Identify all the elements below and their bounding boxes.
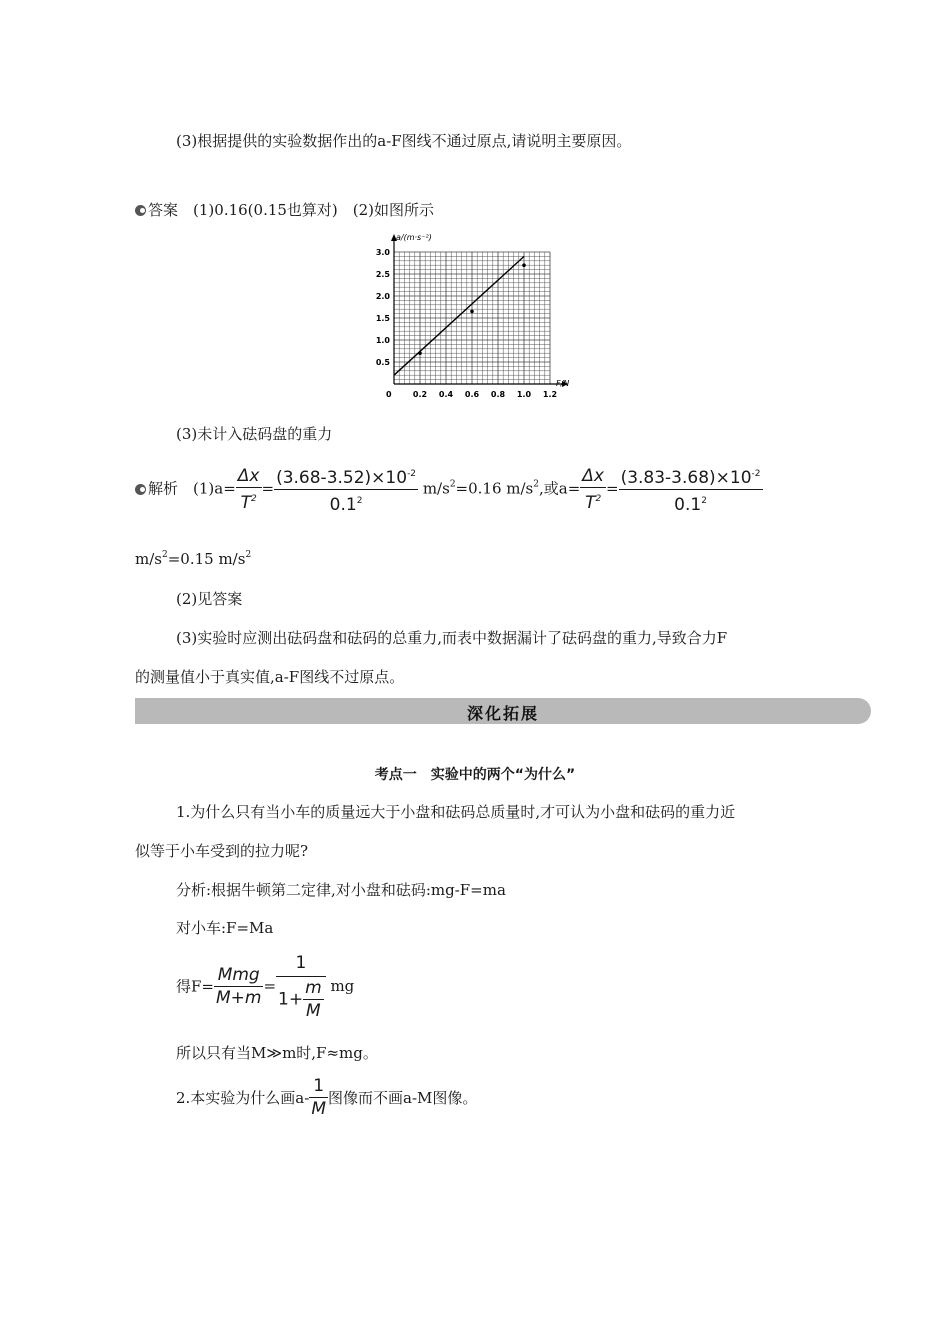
frac-M-den: M — [306, 1001, 321, 1021]
q1-formula: 得F= $\frac{\text{Mmg}}{M+m}$ = 1 1+ $\frac{m}{M}$ mg — [176, 950, 354, 1020]
frac-den-t2 — [236, 488, 262, 514]
answer-tag: 答案 — [148, 201, 179, 219]
frac-num-dx-b: Δx — [582, 466, 604, 486]
y-tick-label: 3.0 — [375, 248, 390, 257]
q2-suffix: 图像而不画a-M图像。 — [328, 1089, 478, 1107]
t-exp: 2 — [250, 494, 257, 504]
answer-part3: (3)未计入砝码盘的重力 — [176, 425, 333, 443]
analysis-part2: (2)见答案 — [176, 590, 243, 608]
frac-calc-1 — [274, 463, 418, 516]
chart-origin: 0 — [386, 390, 392, 399]
mg-text: mg — [330, 977, 355, 995]
analysis-line-1: 解析 (1)a= $\frac{\Delta x}{T^2}$ = $\frac{(3.68-3.52)\times 10^{-2}}{0.1^2}$ $m/s^2=0.16$ $m/s^2$,或a= $\frac{\Delta x}{T^2}$ = $\frac{(3.83-3.68)\times 10^{-2}}{0.1^2}$ — [135, 463, 763, 523]
frac-den-t2-b — [580, 488, 606, 514]
or-text: ,或a= — [539, 479, 581, 498]
x-tick-label: 0.4 — [438, 390, 454, 399]
frac-den-2 — [619, 490, 763, 516]
num2-text: (3.83-3.68)×10 — [620, 468, 752, 488]
frac-one-num: 1 — [276, 950, 326, 977]
frac-one-den — [276, 977, 326, 1022]
a-f-chart — [350, 228, 590, 403]
get-prefix: 得F= — [176, 977, 214, 996]
frac-dx-t2-b — [580, 465, 606, 514]
result-1: =0.16 m/s — [455, 479, 534, 498]
analysis-part3-b: 的测量值小于真实值,a-F图线不过原点。 — [135, 668, 405, 686]
section-title: 考点一 实验中的两个“为什么” — [374, 767, 576, 783]
analysis-tag: 解析 — [148, 479, 179, 498]
frac-m-over-M — [303, 977, 324, 1022]
analysis-p1-prefix: (1)a= — [193, 479, 236, 498]
den2-text: 0.1 — [674, 495, 702, 515]
chart-axes — [391, 234, 568, 387]
frac-num-2 — [619, 463, 763, 490]
q1-line-a: 1.为什么只有当小车的质量远大于小盘和砝码总质量时,才可认为小盘和砝码的重力近 — [176, 803, 736, 821]
frac-M-den-q2: M — [311, 1099, 326, 1119]
one-plus: 1+ — [278, 989, 304, 1010]
line2-unit-exp: 2 — [161, 550, 168, 560]
question-3: (3)根据提供的实验数据作出的a-F图线不通过原点,请说明主要原因。 — [176, 132, 632, 150]
x-tick-label: 1.2 — [542, 390, 558, 399]
den1-text: 0.1 — [329, 495, 357, 515]
x-tick-label: 0.2 — [412, 390, 428, 399]
data-point — [522, 263, 526, 267]
frac-m-num: m — [305, 978, 322, 998]
y-tick-label: 0.5 — [375, 358, 390, 367]
frac-den-1 — [274, 490, 418, 516]
q1-analysis: 分析:根据牛顿第二定律,对小盘和砝码:mg-F=ma — [176, 881, 506, 899]
answer-text: (1)0.16(0.15也算对) (2)如图所示 — [193, 201, 435, 219]
y-tick-label: 1.0 — [375, 336, 390, 345]
frac-one-over — [276, 950, 326, 1022]
line2-result-exp: 2 — [245, 550, 252, 560]
x-tick-label: 0.6 — [464, 390, 480, 399]
num1-exp: -2 — [407, 469, 417, 479]
chart-xlabel: F/N — [556, 379, 570, 388]
line2-result: =0.15 m/s — [167, 550, 246, 568]
analysis-tag-icon — [135, 484, 146, 495]
q1-car: 对小车:F=Ma — [176, 919, 274, 937]
section-banner — [135, 698, 871, 724]
frac-calc-2 — [619, 463, 763, 516]
num2-exp: -2 — [751, 469, 761, 479]
analysis-line-2 — [135, 550, 251, 568]
answer-tag-icon — [135, 205, 146, 216]
analysis-part3-a: (3)实验时应测出砝码盘和砝码的总重力,而表中数据漏计了砝码盘的重力,导致合力F — [176, 629, 728, 647]
frac-1-over-M — [309, 1075, 328, 1120]
frac-mmg — [214, 964, 263, 1009]
q1-line-b: 似等于小车受到的拉力呢? — [135, 842, 309, 860]
line2-unit: m/s — [135, 550, 162, 568]
frac-1-num: 1 — [309, 1075, 328, 1098]
data-point — [470, 310, 474, 314]
unit-1-exp: 2 — [449, 479, 456, 490]
frac-mmg-den: M+m — [215, 987, 262, 1008]
chart-ticks — [376, 248, 557, 399]
x-tick-label: 0.8 — [490, 390, 506, 399]
chart-ylabel: a/(m·s⁻²) — [396, 233, 432, 242]
answer-line — [135, 199, 434, 220]
num1-text: (3.68-3.52)×10 — [276, 468, 408, 488]
t-symbol-b: T — [585, 493, 596, 513]
data-point — [418, 351, 422, 355]
chart-grid — [394, 252, 550, 384]
y-tick-label: 2.0 — [375, 292, 390, 301]
q2-prefix: 2.本实验为什么画a- — [176, 1089, 310, 1107]
frac-num-1 — [274, 463, 418, 490]
y-tick-label: 1.5 — [375, 314, 390, 323]
den1-exp: 2 — [356, 496, 363, 506]
banner-title: 深化拓展 — [466, 704, 539, 723]
q2-line — [176, 1075, 477, 1125]
t-symbol: T — [240, 493, 251, 513]
frac-mmg-num: Mmg — [214, 964, 263, 987]
q1-conclusion: 所以只有当M≫m时,F≈mg。 — [176, 1044, 378, 1062]
x-tick-label: 1.0 — [516, 390, 532, 399]
frac-num-dx: Δx — [237, 466, 260, 486]
result-1-exp: 2 — [533, 479, 539, 490]
unit-1: m/s — [422, 479, 450, 498]
y-tick-label: 2.5 — [375, 270, 390, 279]
t-exp-b: 2 — [595, 494, 602, 504]
den2-exp: 2 — [701, 496, 707, 506]
frac-dx-t2 — [236, 465, 262, 514]
